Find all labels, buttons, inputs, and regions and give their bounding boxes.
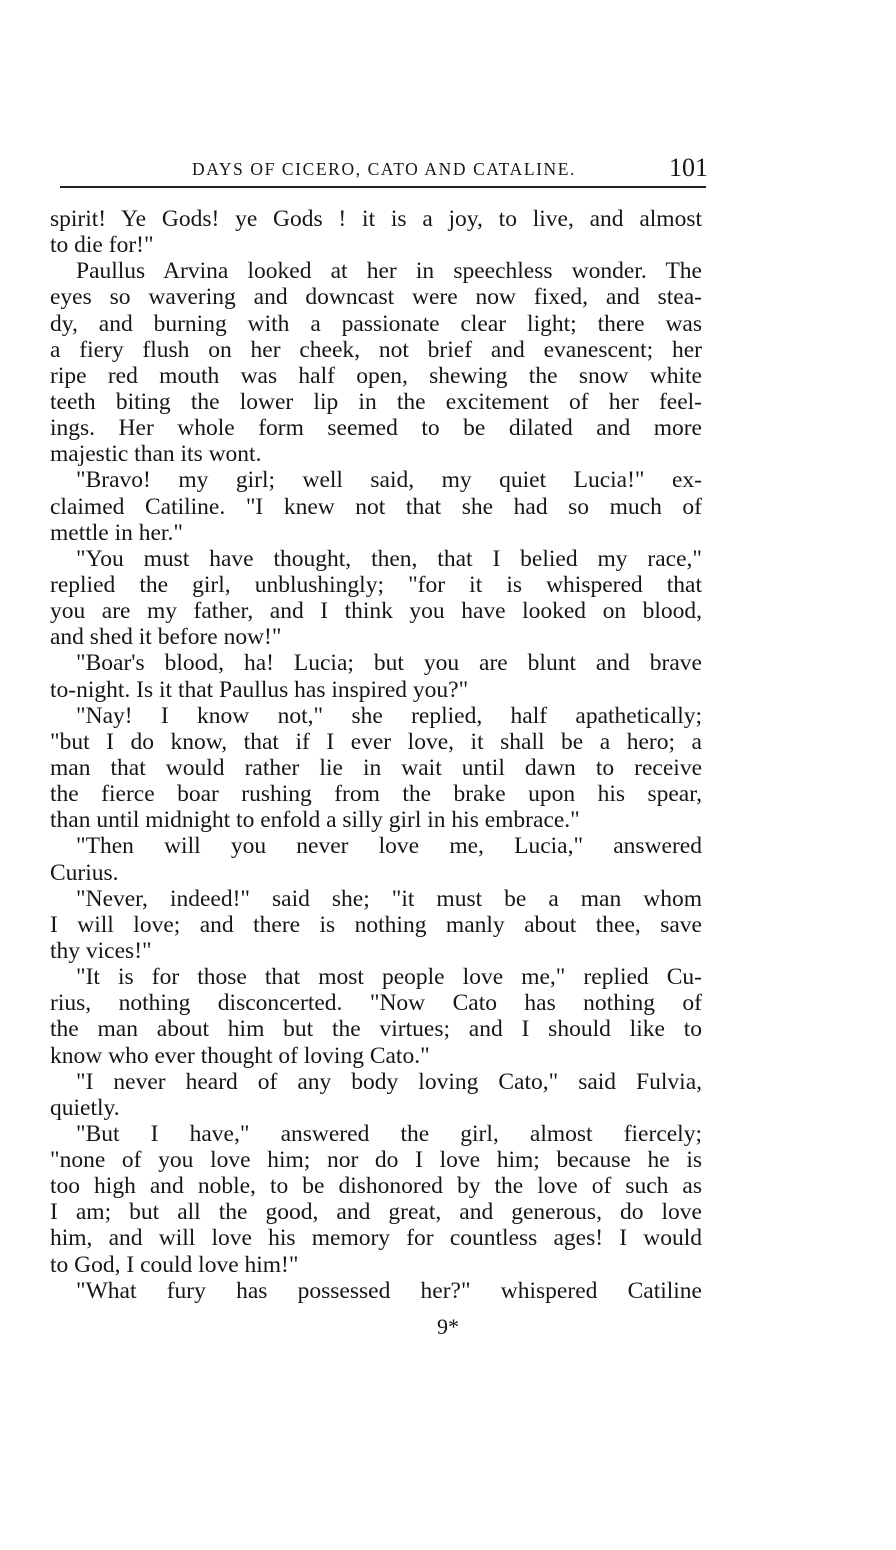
text-line: quietly.: [50, 1094, 120, 1121]
text-line: rius, nothing disconcerted. "Now Cato has nothing of: [50, 990, 702, 1017]
text-line: dy, and burning with a passionate clear light; there was: [50, 310, 702, 337]
text-line: "It is for those that most people love me," replied Cu-: [76, 964, 702, 991]
text-line: "Boar's blood, ha! Lucia; but you are blunt and brave: [76, 650, 702, 677]
text-line: "What fury has possessed her?" whispered Catiline: [76, 1277, 702, 1304]
text-line: thy vices!": [50, 937, 152, 964]
text-line: mettle in her.": [50, 519, 183, 546]
text-line: eyes so wavering and downcast were now fixed, and stea-: [50, 284, 702, 311]
text-line: "Bravo! my girl; well said, my quiet Lucia!" ex-: [76, 467, 702, 494]
text-line: you are my father, and I think you have looked on blood,: [50, 598, 702, 625]
text-line: to die for!": [50, 232, 154, 259]
signature-mark: 9*: [437, 1314, 459, 1339]
text-line: ings. Her whole form seemed to be dilated and more: [50, 415, 702, 442]
text-line: claimed Catiline. "I knew not that she had so much of: [50, 493, 702, 520]
text-line: spirit! Ye Gods! ye Gods ! it is a joy, to live, and almost: [50, 206, 702, 232]
text-line: I will love; and there is nothing manly about thee, save: [50, 911, 702, 938]
text-line: him, and will love his memory for countless ages! I would: [50, 1225, 702, 1252]
text-line: "but I do know, that if I ever love, it shall be a hero; a: [50, 728, 702, 755]
text-line: Curius.: [50, 859, 119, 886]
body-text: [50, 206, 702, 1304]
text-line: "Never, indeed!" said she; "it must be a man whom: [76, 885, 702, 912]
text-line: to God, I could love him!": [50, 1251, 299, 1278]
text-line: than until midnight to enfold a silly girl in his embrace.": [50, 807, 580, 834]
text-line: teeth biting the lower lip in the excitement of her feel-: [50, 388, 702, 415]
running-title: DAYS OF CICERO, CATO AND CATALINE.: [191, 159, 577, 179]
text-line: the man about him but the virtues; and I should like to: [50, 1016, 702, 1043]
text-line: "I never heard of any body loving Cato," said Fulvia,: [76, 1068, 702, 1095]
text-line: ripe red mouth was half open, shewing the snow white: [50, 362, 702, 389]
text-line: to-night. Is it that Paullus has inspired you?": [50, 676, 469, 703]
text-line: too high and noble, to be dishonored by the love of such as: [50, 1173, 702, 1200]
text-line: and shed it before now!": [50, 624, 282, 651]
text-line: "Then will you never love me, Lucia," answered: [76, 833, 702, 860]
text-line: the fierce boar rushing from the brake upon his spear,: [50, 781, 702, 808]
text-line: I am; but all the good, and great, and generous, do love: [50, 1199, 702, 1226]
header-rule: [60, 186, 706, 188]
text-line: a fiery flush on her cheek, not brief and evanescent; her: [50, 336, 702, 363]
text-line: man that would rather lie in wait until dawn to receive: [50, 754, 702, 781]
text-line: "none of you love him; nor do I love him; because he is: [50, 1147, 702, 1174]
text-line: majestic than its wont.: [50, 441, 262, 468]
text-line: Paullus Arvina looked at her in speechless wonder. The: [76, 258, 702, 285]
running-head: [60, 153, 708, 183]
text-line: know who ever thought of loving Cato.": [50, 1042, 430, 1069]
page-number: 101: [669, 153, 708, 182]
text-line: "You must have thought, then, that I belied my race,": [76, 545, 702, 572]
text-line: replied the girl, unblushingly; "for it is whispered that: [50, 571, 702, 598]
text-line: "But I have," answered the girl, almost fiercely;: [76, 1120, 702, 1147]
text-line: "Nay! I know not," she replied, half apathetically;: [76, 702, 702, 729]
